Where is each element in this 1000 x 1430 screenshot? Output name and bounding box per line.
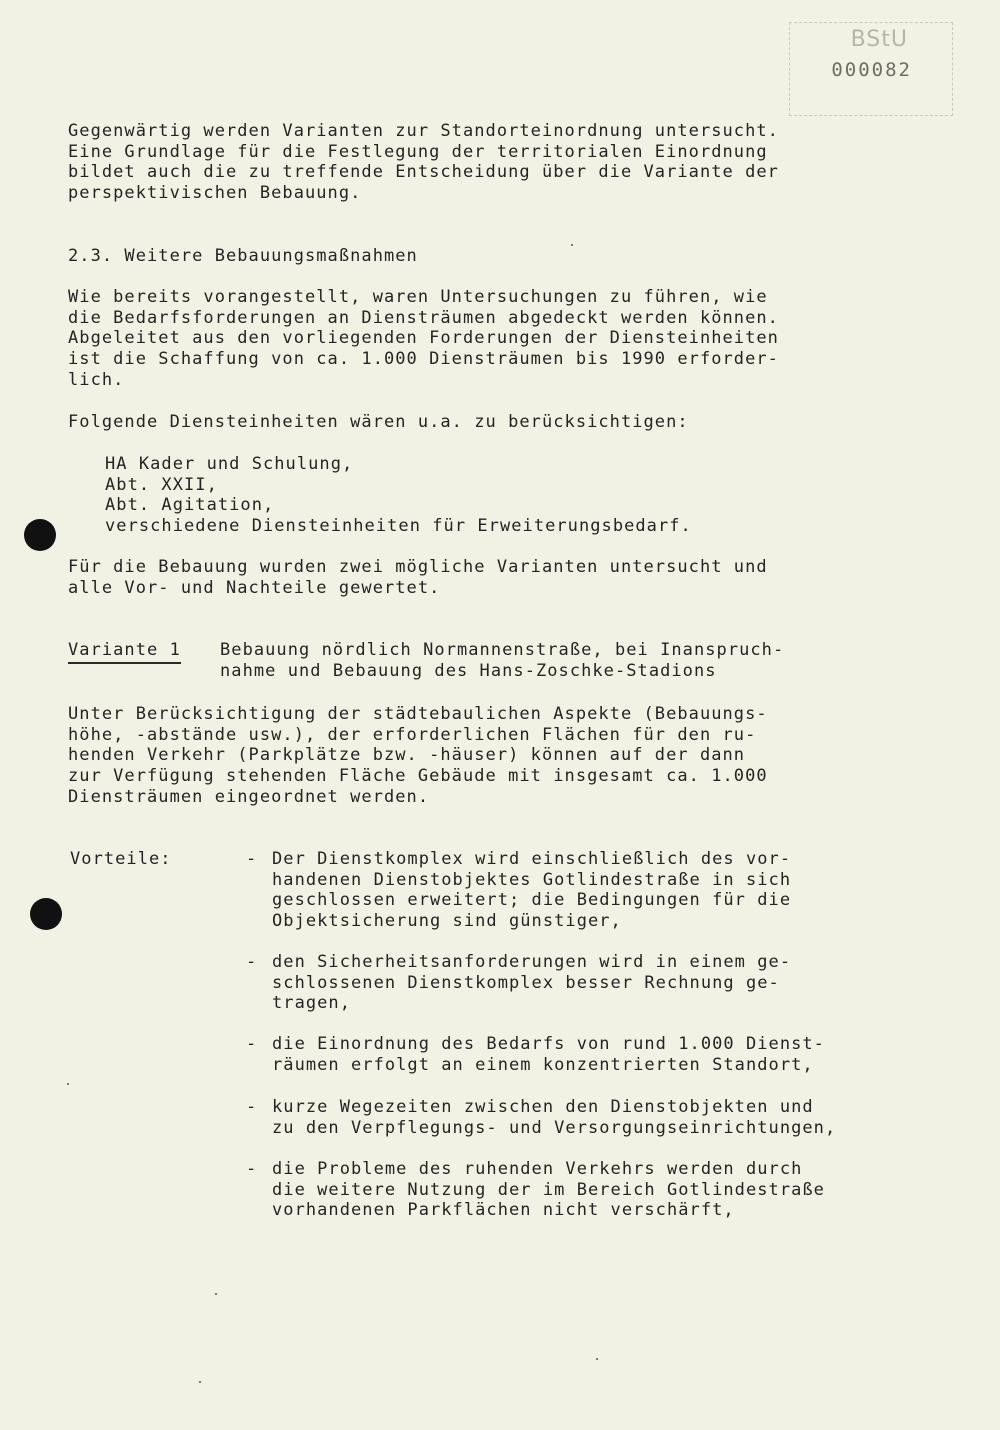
text-line: die Bedarfsforderungen an Diensträumen abgedeckt werden können. [68,307,779,328]
archive-stamp-title: BStU [850,27,908,52]
archive-stamp [789,22,953,116]
list-item: Abt. Agitation, [105,495,275,516]
archive-page-number: 000082 [831,59,912,81]
punch-hole-icon [24,519,56,551]
text-line: Eine Grundlage für die Festlegung der territorialen Einordnung [68,141,768,162]
paper-speck [215,1293,217,1295]
text-line: zur Verfügung stehenden Fläche Gebäude mit insgesamt ca. 1.000 [68,766,768,787]
text-line: Abgeleitet aus den vorliegenden Forderungen der Diensteinheiten [68,328,779,349]
text-line: henden Verkehr (Parkplätze bzw. -häuser) können auf der dann [68,745,746,766]
text-line: Diensträumen eingeordnet werden. [68,786,430,807]
dash-icon: - [246,1034,258,1054]
text-line: bildet auch die zu treffende Entscheidung über die Variante der [68,162,779,183]
dash-icon: - [246,849,258,869]
text-line: die Einordnung des Bedarfs von rund 1.000 Dienst- [272,1034,825,1054]
text-line: den Sicherheitsanforderungen wird in einem ge- [272,952,792,972]
text-line: Unter Berücksichtigung der städtebaulichen Aspekte (Bebauungs- [68,704,768,724]
text-line: perspektivischen Bebauung. [68,183,362,204]
text-line: Objektsicherung sind günstiger, [272,911,622,932]
text-line: tragen, [272,993,351,1014]
dash-icon: - [246,952,258,972]
punch-hole-icon [30,898,62,930]
variants-paragraph [68,557,898,598]
text-line: höhe, -abstände usw.), der erforderlichen Flächen für den ru- [68,724,757,745]
intro-paragraph [68,121,898,204]
text-line: vorhandenen Parkflächen nicht verschärft, [272,1200,735,1221]
variant-label: Variante 1 [68,640,181,664]
text-line: die weitere Nutzung der im Bereich Gotlindestraße [272,1179,825,1200]
paper-speck [596,1358,598,1360]
text-line: ist die Schaffung von ca. 1.000 Diensträumen bis 1990 erforder- [68,349,779,370]
text-line: Für die Bebauung wurden zwei mögliche Varianten untersucht und [68,557,768,577]
text-line: Der Dienstkomplex wird einschließlich des vor- [272,849,792,869]
variant-title [220,640,784,681]
requirements-paragraph [68,287,898,391]
list-item: verschiedene Diensteinheiten für Erweiterungsbedarf. [105,516,692,537]
text-line: nahme und Bebauung des Hans-Zoschke-Stadions [220,660,717,681]
text-line: lich. [68,369,125,390]
dash-icon: - [246,1159,258,1179]
text-line: alle Vor- und Nachteile gewertet. [68,577,441,598]
variant-description [68,704,898,808]
units-intro: Folgende Diensteinheiten wären u.a. zu berücksichtigen: [68,412,689,432]
section-heading: 2.3. Weitere Bebauungsmaßnahmen [68,246,418,266]
text-line: Gegenwärtig werden Varianten zur Standorteinordnung untersucht. [68,121,779,141]
text-line: Bebauung nördlich Normannenstraße, bei Inanspruch- [220,640,785,660]
text-line: räumen erfolgt an einem konzentrierten Standort, [272,1054,814,1075]
text-line: die Probleme des ruhenden Verkehrs werden durch [272,1159,803,1179]
paper-speck [199,1381,201,1383]
text-line: schlossenen Dienstkomplex besser Rechnung ge- [272,972,780,993]
list-item: Abt. XXII, [105,474,218,495]
text-line: zu den Verpflegungs- und Versorgungseinrichtungen, [272,1117,837,1138]
list-item: HA Kader und Schulung, [105,454,354,474]
advantages-label: Vorteile: [70,849,172,869]
text-line: handenen Dienstobjektes Gotlindestraße in sich [272,869,792,890]
text-line: Wie bereits vorangestellt, waren Untersuchungen zu führen, wie [68,287,768,307]
text-line: kurze Wegezeiten zwischen den Dienstobjekten und [272,1097,814,1117]
paper-speck [571,244,573,246]
dash-icon: - [246,1097,258,1117]
paper-speck [67,1083,69,1085]
text-line: geschlossen erweitert; die Bedingungen für die [272,890,792,911]
units-list [68,454,898,537]
